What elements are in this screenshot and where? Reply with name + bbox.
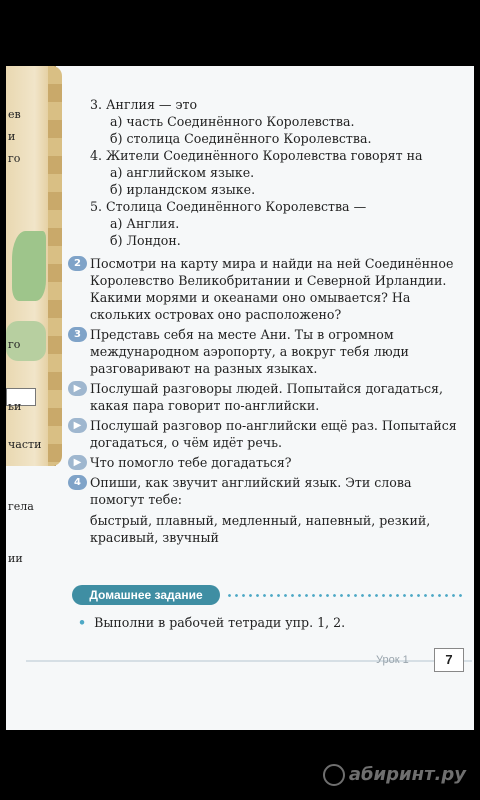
task-text: Опиши, как звучит английский язык. Эти слова помогут тебе: <box>90 475 412 507</box>
margin-fragment: ьи <box>8 400 22 413</box>
audio-icon: ▶ <box>68 455 87 470</box>
task-3 <box>74 326 460 377</box>
answer-option: б) ирландском языке. <box>110 182 256 197</box>
task-number-badge: 3 <box>68 327 87 342</box>
answer-option: а) часть Соединённого Королевства. <box>110 114 355 129</box>
lesson-label: Урок 1 <box>376 654 409 666</box>
map-fragment <box>12 231 46 301</box>
site-watermark <box>323 764 466 786</box>
margin-fragment: го <box>8 338 21 351</box>
lesson-text <box>73 96 460 549</box>
margin-fragment: ев <box>8 108 21 121</box>
question: 5. Столица Соединённого Королевства — <box>90 199 367 214</box>
task-text: Послушай разговоры людей. Попытайся догадаться, какая пара говорит по-английски. <box>90 381 443 413</box>
task-number-badge: 4 <box>68 475 87 490</box>
labyrinth-logo-icon <box>323 764 345 786</box>
homework-text: Выполни в рабочей тетради упр. 1, 2. <box>94 615 346 630</box>
task-text: Что помогло тебе догадаться? <box>90 455 292 470</box>
task-text: Посмотри на карту мира и найди на ней Соединённое Королевство Великобритании и Северной Ирландии. Какими морями и океанами оно омывается? На скольких островах оно расположено? <box>90 256 454 322</box>
page-number: 7 <box>434 648 464 672</box>
homework-item <box>78 615 345 630</box>
answer-option: а) Англия. <box>110 216 180 231</box>
task-number-badge: 2 <box>68 256 87 271</box>
audio-icon: ▶ <box>68 418 87 433</box>
audio-task <box>73 380 460 414</box>
answer-option: б) столица Соединённого Королевства. <box>110 131 372 146</box>
margin-fragment: и <box>8 130 16 143</box>
answer-option: б) Лондон. <box>110 233 181 248</box>
task-text: Послушай разговор по-английски ещё раз. Попытайся догадаться, о чём идёт речь. <box>90 418 457 450</box>
audio-task <box>73 417 460 451</box>
book-page-frame <box>6 66 474 730</box>
margin-fragment: ии <box>8 552 23 565</box>
bullet-icon: • <box>78 615 87 630</box>
task-4 <box>74 474 460 508</box>
audio-icon: ▶ <box>68 381 87 396</box>
margin-fragment: гела <box>8 500 34 513</box>
homework-label: Домашнее задание <box>72 585 220 605</box>
watermark-text: абиринт.ру <box>348 764 466 785</box>
book-page <box>6 66 474 730</box>
task-text: Представь себя на месте Ани. Ты в огромном международном аэропорту, а вокруг тебя люди разговаривают на разных языках. <box>90 327 409 376</box>
question: 4. Жители Соединённого Королевства говорят на <box>90 148 423 163</box>
dotted-divider <box>226 594 462 597</box>
audio-task <box>73 454 460 471</box>
word-list: быстрый, плавный, медленный, напевный, резкий, красивый, звучный <box>90 513 431 545</box>
margin-fragment: го <box>8 152 21 165</box>
margin-fragment: части <box>8 438 42 451</box>
question: 3. Англия — это <box>90 97 198 112</box>
task-2 <box>74 255 460 323</box>
answer-option: а) английском языке. <box>110 165 255 180</box>
